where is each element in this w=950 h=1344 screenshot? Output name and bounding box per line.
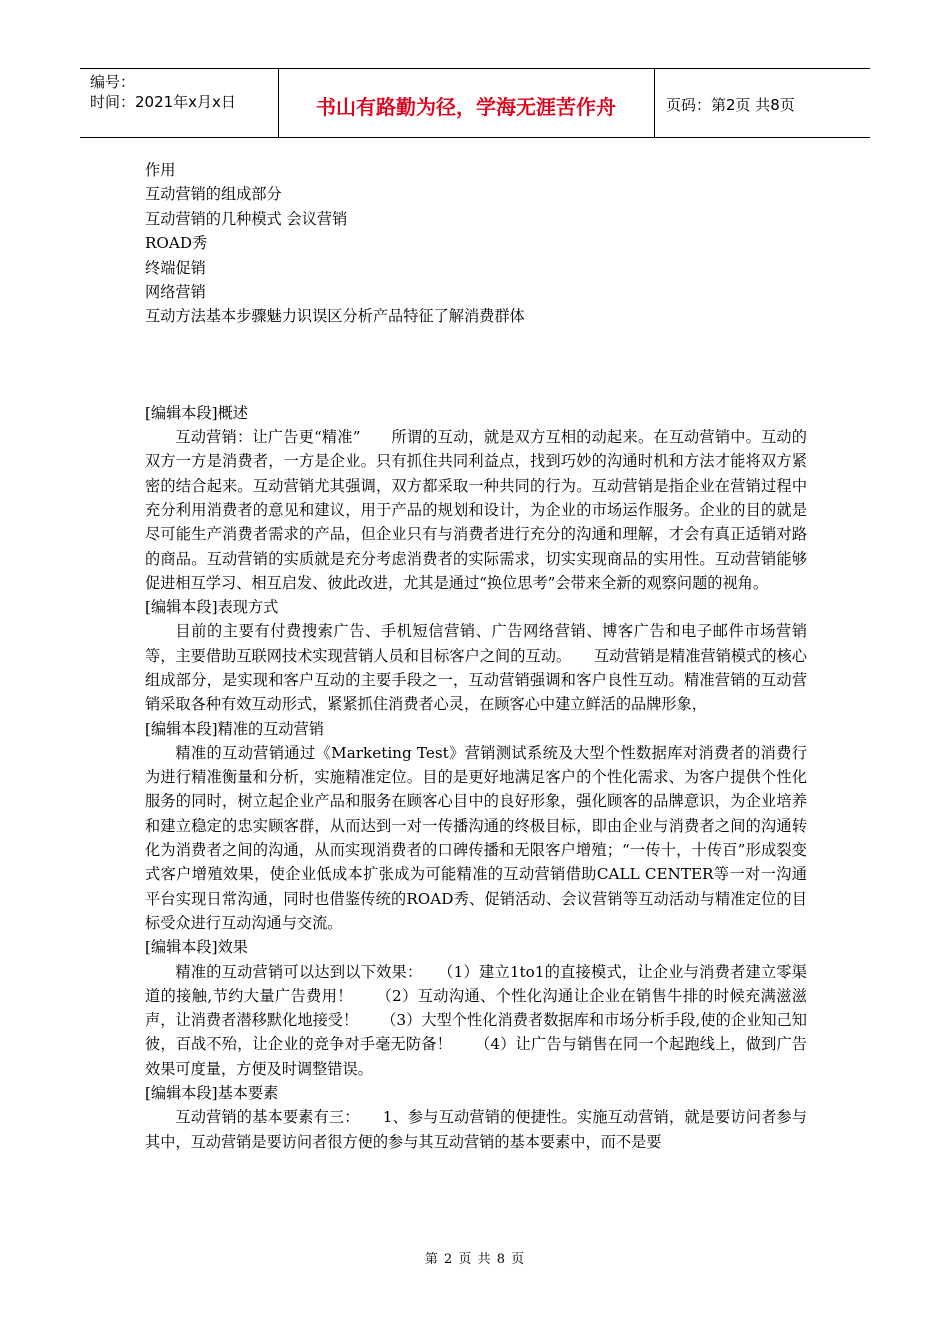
header-divider <box>654 69 655 137</box>
section-paragraph: 互动营销：让广告更“精准” 所谓的互动，就是双方互相的动起来。在互动营销中。互动的双方一方是消费者，一方是企业。只有抓住共同利益点，找到巧妙的沟通时机和方法才能将双方紧密的结合起来。互动营销尤其强调，双方都采取一种共同的行为。互动营销是指企业在营销过程中充分利用消费者的意见和建议，用于产品的规划和设计，为企业的市场运作服务。企业的目的就是尽可能生产消费者需求的产品，但企业只有与消费者进行充分的沟通和理解，才会有真正适销对路的商品。互动营销的实质就是充分考虑消费者的实际需求，切实实现商品的实用性。互动营销能够促进相互学习、相互启发、彼此改进，尤其是通过“换位思考”会带来全新的观察问题的视角。 <box>145 428 807 592</box>
number-label: 编号： <box>90 73 136 91</box>
page-header <box>80 68 870 138</box>
section-paragraph: 精准的互动营销可以达到以下效果： （1）建立1to1的直接模式，让企业与消费者建立零渠道的接触,节约大量广告费用！ （2）互动沟通、个性化沟通让企业在销售牛排的时候充满滋滋声，让消费者潜移默化地接受！ （3）大型个性化消费者数据库和市场分析手段,使的企业知己知彼，百战不殆，让企业的竞争对手毫无防备！ （4）让广告与销售在同一个起跑线上，做到广告效果可度量，方便及时调整错误。 <box>145 962 807 1078</box>
section-heading: [编辑本段]基本要素 <box>145 1084 279 1103</box>
section-paragraph: 精准的互动营销通过《Marketing Test》营销测试系统及大型个性数据库对消费者的消费行为进行精准衡量和分析，实施精准定位。目的是更好地满足客户的个性化需求、为客户提供个性化服务的同时，树立起企业产品和服务在顾客心目中的良好形象，强化顾客的品牌意识，为企业培养和建立稳定的忠实顾客群，从而达到一对一传播沟通的终极目标，即由企业与消费者之间的沟通转化为消费者之间的沟通，从而实现消费者的口碑传播和无限客户增殖；“一传十，十传百”形成裂变式客户增殖效果，使企业低成本扩张成为可能精准的互动营销借助CALL CENTER等一对一沟通平台实现日常沟通，同时也借鉴传统的ROAD秀、促销活动、会议营销等互动活动与精准定位的目标受众进行互动沟通与交流。 <box>145 743 807 932</box>
toc-item: 互动方法基本步骤魅力识误区分析产品特征了解消费群体 <box>145 307 525 326</box>
toc-item: 终端促销 <box>145 258 206 277</box>
header-info <box>90 72 278 112</box>
section-paragraph: 互动营销的基本要素有三： 1、参与互动营销的便捷性。实施互动营销，就是要访问者参与其中，互动营销是要访问者很方便的参与其互动营销的基本要素中，而不是要 <box>145 1108 807 1151</box>
header-motto: 书山有路勤为径，学海无涯苦作舟 <box>316 95 616 119</box>
section-heading: [编辑本段]效果 <box>145 938 248 957</box>
toc-item: ROAD秀 <box>145 234 208 253</box>
toc-item: 互动营销的几种模式 会议营销 <box>145 209 348 228</box>
date-label: 时间：2021年x月x日 <box>90 93 236 111</box>
header-divider <box>278 69 279 137</box>
toc-item: 互动营销的组成部分 <box>145 185 282 204</box>
section-heading: [编辑本段]精准的互动营销 <box>145 719 324 738</box>
section-paragraph: 目前的主要有付费搜索广告、手机短信营销、广告网络营销、博客广告和电子邮件市场营销等，主要借助互联网技术实现营销人员和目标客户之间的互动。 互动营销是精准营销模式的核心组成部分，是实现和客户互动的主要手段之一，互动营销强调和客户良性互动。精准营销的互动营销采取各种有效互动形式，紧紧抓住消费者心灵，在顾客心中建立鲜活的品牌形象， <box>145 622 807 714</box>
page-number-label: 页码：第2页 共8页 <box>666 96 795 114</box>
toc-item: 作用 <box>145 161 176 179</box>
section-heading: [编辑本段]表现方式 <box>145 598 279 617</box>
toc-item: 网络营销 <box>145 282 206 301</box>
document-body <box>145 158 807 1154</box>
section-heading: [编辑本段]概述 <box>145 403 248 422</box>
page-footer: 第 2 页 共 8 页 <box>424 1252 526 1267</box>
